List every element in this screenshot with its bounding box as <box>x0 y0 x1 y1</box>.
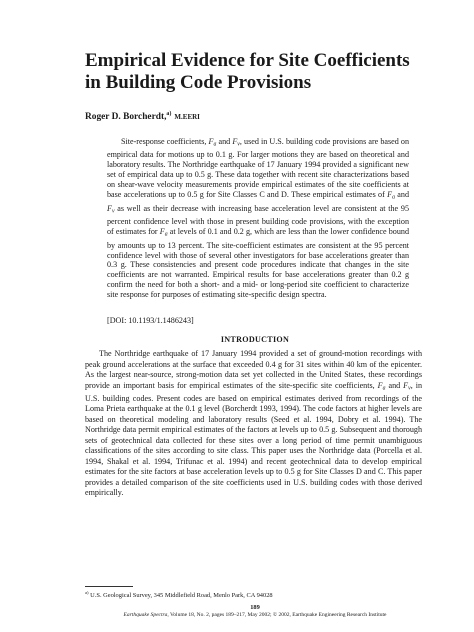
introduction-paragraph <box>85 349 422 499</box>
footnote-text: U.S. Geological Survey, 345 Middlefield Road, Menlo Park, CA 94028 <box>88 592 273 599</box>
journal-citation <box>85 612 425 619</box>
abstract-text-4: and <box>394 190 409 200</box>
intro-text-3: , in U.S. building codes. Present codes are based on empirical estimates derived from recordings of the Loma Prieta earthquake at the 0.1 g level (Borcherdt 1993, 1994). The code factors at higher levels are based on theoretical modeling and laboratory results (Seed et al. 1994, Dobry et al. 1994). The Northridge data permit empirical estimates of the factors at levels up to 0.5 g. Subsequent and thorough sets of geotechnical data collected for these sites over a long period of time permit unambiguous classifications of the sites according to site class. This paper uses the Northridge data (Porcella et al. 1994, Shakal et al. 1994, Trifunac et al. 1994) and recent geotechnical data to develop empirical estimates for the site factors at base acceleration levels up to 0.5 g for Site Classes D and C. This paper provides a detailed comparison of the site coefficients used in U.S. building codes with those derived empirically. <box>85 380 422 497</box>
author-membership: M.EERI <box>174 113 200 121</box>
doi-reference[interactable]: [DOI: 10.1193/1.1486243] <box>107 316 194 325</box>
abstract-text-3: , used in U.S. building code provisions are based on empirical data for motions up to 0.1 g. For larger motions they are based on theoretical and laboratory results. The Northridge earthquake of 17 January 1994 provided a significant new set of empirical data up to 0.5 g. These data together with recent site characterizations based on shear-wave velocity measurements provide empirical estimates of the site coefficients at base accelerations up to 0.5 g for Site Classes C and D. These empirical estimates of <box>107 137 410 200</box>
abstract-text-2: and <box>216 137 233 146</box>
intro-text-1: The Northridge earthquake of 17 January 1994 provided a set of ground-motion recordings with peak ground accelerations at the surface that exceeded 0.4 g for 31 sites within 40 km of the epicenter. As the largest near-source, strong-motion data set yet collected in the United States, these recordings provide an important basis for empirical estimates of the site-specific site coefficients, <box>85 349 422 390</box>
abstract-text-1: Site-response coefficients, <box>121 137 209 146</box>
abstract-text-5: as well as their decrease with increasing base acceleration level are consistent at the 95 percent confidence level with those in present building code provisions, with the exception of estimates for <box>107 203 409 237</box>
symbol-fv: $F_v$ <box>403 380 411 391</box>
symbol-fv: $F_v$ <box>232 137 240 148</box>
intro-text-2: and <box>385 380 404 390</box>
author-name: Roger D. Borcherdt, <box>85 112 167 122</box>
journal-details: , Volume 18, No. 2, pages 189–217, May 2002; © 2002, Earthquake Engineering Research Institute <box>167 612 387 618</box>
symbol-fa: $F_a$ <box>159 227 168 238</box>
abstract <box>107 137 409 300</box>
author-line <box>85 111 405 122</box>
footnote <box>85 589 422 600</box>
affiliation-marker: a) <box>166 111 172 117</box>
page-number: 189 <box>250 604 260 611</box>
paper-title: Empirical Evidence for Site Coefficients in Building Code Provisions <box>85 50 410 93</box>
footnote-marker: a) <box>85 590 89 595</box>
abstract-text-6: at levels of 0.1 and 0.2 g, which are less than the lower confidence bound by amounts up to 13 percent. The site-coefficient estimates are consistent at the 95 percent confidence level with those of several other investigators for base accelerations greater than 0.3 g. These consistencies and present code procedures indicate that changes in the site coefficients are not warranted. Empirical results for base accelerations greater than 0.2 g confirm the need for both a short- and a mid- or long-period site coefficient to characterize site response for purposes of estimating site-specific design spectra. <box>107 227 409 300</box>
symbol-fa: $F_a$ <box>208 137 217 148</box>
section-heading-introduction: INTRODUCTION <box>220 335 290 344</box>
footnote-divider <box>85 586 133 587</box>
symbol-fv: $F_v$ <box>107 203 115 215</box>
symbol-fa: $F_a$ <box>387 190 395 201</box>
symbol-fa: $F_a$ <box>377 380 386 391</box>
journal-name: Earthquake Spectra <box>123 612 168 618</box>
